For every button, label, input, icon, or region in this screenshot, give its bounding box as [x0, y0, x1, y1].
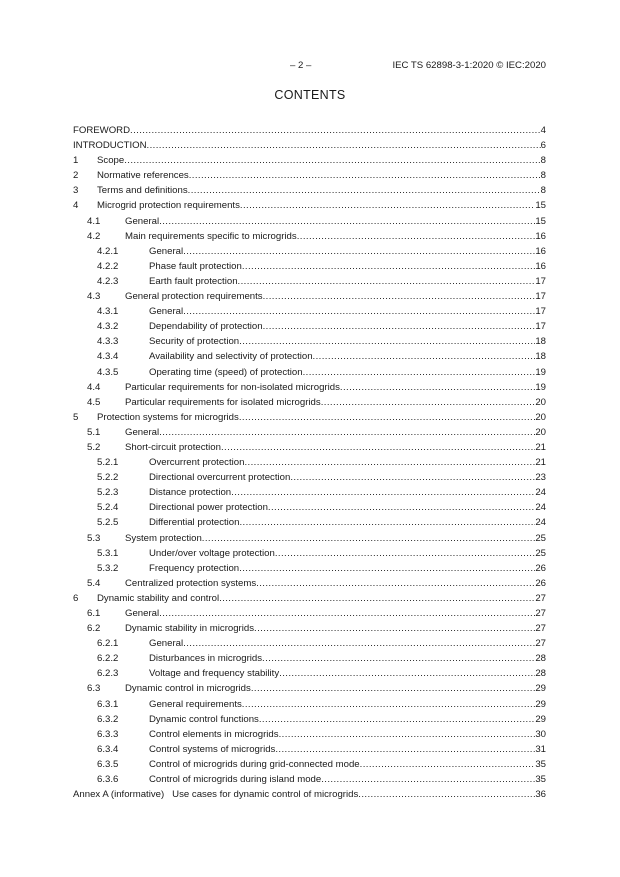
toc-entry-number: 4.4 [87, 381, 101, 393]
dot-leader [183, 636, 535, 651]
dot-leader [360, 757, 536, 772]
toc-entry-page[interactable]: 18 [535, 336, 546, 348]
toc-entry-line [125, 440, 546, 455]
toc-entry-title[interactable]: INTRODUCTION [73, 140, 147, 152]
toc-entry-line [149, 666, 546, 681]
toc-entry[interactable] [73, 576, 546, 591]
toc-entry-number: 5.2.5 [97, 517, 119, 529]
toc-entry-number: 4.2 [87, 230, 101, 242]
toc-entry-title[interactable]: Protection systems for microgrids [97, 411, 239, 423]
dot-leader [219, 591, 535, 606]
toc-entry-number: 4.2.1 [97, 245, 119, 257]
toc-entry-page[interactable]: 15 [535, 200, 546, 212]
dot-leader [189, 168, 541, 183]
toc-entry-page[interactable]: 27 [535, 638, 546, 650]
dot-leader [239, 515, 535, 530]
toc-entry-number: 6.2.1 [97, 638, 119, 650]
toc-entry-number: 5.3.2 [97, 562, 119, 574]
toc-entry-title[interactable]: Dynamic control in microgrids [125, 683, 251, 695]
toc-entry-page[interactable]: 4 [540, 125, 546, 136]
page-number: – 2 – [290, 60, 312, 71]
toc-entry-page[interactable]: 17 [535, 306, 546, 318]
toc-entry-number: 4.3.1 [97, 306, 119, 318]
toc-entry[interactable] [73, 198, 546, 213]
toc-entry-line [149, 319, 546, 334]
toc-entry[interactable] [73, 168, 546, 183]
toc-entry-number: 6.1 [87, 608, 101, 619]
toc-entry-title[interactable]: General [125, 215, 160, 227]
dot-leader [130, 123, 541, 138]
toc-entry-number: 6.3.6 [97, 774, 119, 786]
toc-entry-title[interactable]: Centralized protection systems [125, 577, 257, 589]
toc-entry[interactable] [73, 666, 546, 681]
toc-entry-title[interactable]: General protection requirements [125, 291, 263, 303]
dot-leader [159, 606, 535, 621]
toc-entry-number: 5.2.1 [97, 457, 119, 469]
toc-entry[interactable] [73, 455, 546, 470]
toc-entry-title[interactable]: Directional overcurrent protection [149, 472, 291, 484]
toc-entry-title[interactable]: Operating time (speed) of protection [149, 366, 303, 378]
document-id: IEC TS 62898-3-1:2020 © IEC:2020 [392, 60, 546, 71]
dot-leader [231, 485, 535, 500]
toc-entry-page[interactable]: 21 [535, 441, 546, 453]
toc-entry-title[interactable]: Normative references [97, 170, 189, 182]
toc-entry-title[interactable]: Frequency protection [149, 562, 240, 574]
toc-entry[interactable] [73, 123, 546, 138]
toc-entry[interactable] [73, 500, 546, 515]
toc-entry-title[interactable]: General [125, 426, 160, 438]
dot-leader [297, 229, 536, 244]
toc-entry-title[interactable]: FOREWORD [73, 125, 131, 136]
toc-entry-title[interactable]: Particular requirements for non-isolated microgrids [125, 381, 340, 393]
toc-entry-number: 6.2.2 [97, 653, 119, 665]
dot-leader [188, 183, 541, 198]
toc-entry[interactable] [73, 727, 546, 742]
toc-entry-page[interactable]: 20 [535, 411, 546, 423]
toc-entry[interactable] [73, 334, 546, 349]
toc-entry[interactable] [73, 138, 546, 153]
toc-entry-title[interactable]: Control elements in microgrids [149, 728, 279, 740]
contents-title: CONTENTS [274, 88, 346, 102]
toc-entry-page[interactable]: 15 [535, 215, 546, 227]
toc-entry-page[interactable]: 21 [535, 457, 546, 469]
toc-entry-number: 6.3.5 [97, 758, 119, 770]
toc-entry-page[interactable]: 35 [535, 758, 546, 770]
dot-leader [202, 531, 536, 546]
toc-entry-title[interactable]: Short-circuit protection [125, 441, 221, 453]
toc-entry-title[interactable]: Earth fault protection [149, 275, 238, 287]
toc-entry-title[interactable]: General [149, 245, 184, 257]
dot-leader [183, 304, 535, 319]
toc-entry-line [149, 274, 546, 289]
toc-entry-line [125, 395, 546, 410]
toc-entry-number: 4.3.4 [97, 351, 119, 363]
toc-entry[interactable] [73, 365, 546, 380]
toc-entry-line [97, 153, 546, 168]
toc-entry[interactable] [73, 681, 546, 696]
toc-entry-title[interactable]: Security of protection [149, 336, 240, 348]
toc-entry-line [149, 651, 546, 666]
dot-leader [279, 666, 535, 681]
toc-entry-page[interactable]: 24 [535, 517, 546, 529]
toc-entry-title[interactable]: General [149, 638, 184, 650]
toc-entry-number: 5.3.1 [97, 547, 119, 559]
toc-entry-line [125, 681, 546, 696]
toc-entry-number: 4.2.3 [97, 275, 119, 287]
toc-entry-number: 6.3 [87, 683, 101, 695]
dot-leader [358, 787, 535, 802]
toc-entry-title[interactable]: Control of microgrids during island mode [149, 774, 322, 786]
toc-entry-title[interactable]: Main requirements specific to microgrids [125, 230, 297, 242]
dot-leader [279, 727, 536, 742]
toc-entry-page[interactable]: 17 [535, 321, 546, 333]
toc-entry-line [97, 183, 546, 198]
toc-entry-line [97, 198, 546, 213]
toc-entry-line [149, 334, 546, 349]
toc-entry-number: 4.3.5 [97, 366, 119, 378]
toc-entry-line [149, 470, 546, 485]
toc-entry-number: 4.5 [87, 396, 101, 408]
dot-leader [159, 214, 535, 229]
toc-entry[interactable] [73, 772, 546, 787]
toc-entry-number: 6.3.4 [97, 743, 119, 755]
toc-entry-number: 5 [73, 411, 79, 423]
toc-entry-page[interactable]: 19 [535, 381, 546, 393]
toc-entry-line [149, 365, 546, 380]
toc-entry-page[interactable]: 29 [535, 713, 546, 725]
toc-entry-number: 5.2.4 [97, 502, 119, 514]
toc-entry-title[interactable]: Particular requirements for isolated microgrids [125, 396, 321, 408]
toc-entry[interactable] [73, 304, 546, 319]
toc-entry[interactable] [73, 697, 546, 712]
toc-entry-number: 4.3.2 [97, 321, 119, 333]
toc-entry-number: 4.2.2 [97, 260, 119, 272]
toc-entry-title[interactable]: Phase fault protection [149, 260, 242, 272]
toc-entry-line [149, 546, 546, 561]
toc-entry-title[interactable]: Differential protection [149, 517, 240, 529]
toc-entry-number: 4.3 [87, 291, 101, 303]
dot-leader [244, 455, 535, 470]
toc-entry[interactable] [73, 183, 546, 198]
dot-leader [263, 289, 536, 304]
toc-entry[interactable] [73, 621, 546, 636]
toc-entry-line [125, 380, 546, 395]
dot-leader [238, 274, 536, 289]
toc-entry[interactable] [73, 591, 546, 606]
toc-entry[interactable] [73, 410, 546, 425]
toc-entry-line [149, 772, 546, 787]
toc-entry-line [125, 606, 546, 621]
toc-entry-title[interactable]: General [125, 608, 160, 619]
dot-leader [275, 546, 535, 561]
page-header [0, 60, 620, 74]
toc-entry-line [149, 727, 546, 742]
toc-entry-number: 4.3.3 [97, 336, 119, 348]
toc-entry-line [73, 123, 546, 138]
toc-entry-title[interactable]: Dynamic control functions [149, 713, 259, 725]
toc-entry[interactable] [73, 515, 546, 530]
toc-entry-title[interactable]: Terms and definitions [97, 185, 188, 197]
toc-entry-number: 4 [73, 200, 79, 212]
toc-entry-line [125, 425, 546, 440]
dot-leader [263, 319, 536, 334]
toc-entry-number: 2 [73, 170, 79, 182]
toc-entry-line [149, 757, 546, 772]
toc-entry[interactable] [73, 229, 546, 244]
toc-entry-page[interactable]: 16 [535, 260, 546, 272]
dot-leader [239, 334, 535, 349]
toc-entry-page[interactable]: 17 [535, 291, 546, 303]
toc-entry-number: 6 [73, 592, 79, 604]
dot-leader [240, 198, 535, 213]
toc-entry-title[interactable]: General [149, 306, 184, 318]
toc-entry-line [125, 289, 546, 304]
toc-entry-title[interactable]: General requirements [149, 698, 242, 710]
toc-entry-line [149, 742, 546, 757]
toc-entry-number: 6.2 [87, 623, 101, 635]
dot-leader [290, 470, 535, 485]
toc-entry-line [125, 531, 546, 546]
toc-entry-line [125, 229, 546, 244]
toc-entry-page[interactable]: 25 [535, 547, 546, 559]
toc-entry-line [125, 576, 546, 591]
toc-entry-line [97, 591, 546, 606]
dot-leader [221, 440, 535, 455]
toc-entry-title[interactable]: System protection [125, 532, 202, 544]
toc-entry-line [125, 621, 546, 636]
toc-entry-line [149, 561, 546, 576]
toc-entry-line [149, 349, 546, 364]
toc-entry[interactable] [73, 380, 546, 395]
toc-entry-title[interactable]: Control systems of microgrids [149, 743, 276, 755]
toc-entry-page[interactable]: 27 [535, 608, 546, 619]
toc-entry-page[interactable]: 26 [535, 562, 546, 574]
toc-entry-number: 4.1 [87, 215, 101, 227]
dot-leader [147, 138, 541, 153]
toc-entry[interactable] [73, 531, 546, 546]
toc-entry[interactable] [73, 470, 546, 485]
toc-entry-page[interactable]: 30 [535, 728, 546, 740]
toc-entry-line [149, 515, 546, 530]
toc-entry-page[interactable]: 20 [535, 396, 546, 408]
toc-entry-line [97, 410, 546, 425]
toc-entry[interactable] [73, 214, 546, 229]
toc-entry-page[interactable]: 27 [535, 623, 546, 635]
toc-entry[interactable] [73, 485, 546, 500]
dot-leader [313, 349, 536, 364]
toc-entry-page[interactable]: 35 [535, 774, 546, 786]
toc-entry-page[interactable]: 6 [540, 140, 546, 152]
toc-entry[interactable] [73, 153, 546, 168]
dot-leader [275, 742, 535, 757]
toc-entry-page[interactable]: 29 [535, 698, 546, 710]
toc-entry-number: 1 [73, 155, 79, 167]
dot-leader [242, 697, 536, 712]
dot-leader [321, 772, 535, 787]
toc-entry-page[interactable]: 8 [540, 170, 546, 182]
toc-entry-line [149, 697, 546, 712]
table-of-contents [73, 123, 546, 802]
dot-leader [268, 500, 535, 515]
toc-entry-page[interactable]: 26 [535, 577, 546, 589]
toc-entry[interactable] [73, 425, 546, 440]
toc-entry-line [73, 138, 546, 153]
toc-entry-title[interactable]: Annex A (informative) Use cases for dynamic control of microgrids [73, 789, 359, 801]
toc-entry-title[interactable]: Directional power protection [149, 502, 268, 514]
toc-entry[interactable] [73, 636, 546, 651]
toc-entry-number: 5.2.2 [97, 472, 119, 484]
toc-entry-page[interactable]: 29 [535, 683, 546, 695]
dot-leader [256, 576, 535, 591]
toc-entry-page[interactable]: 24 [535, 487, 546, 499]
dot-leader [303, 365, 536, 380]
toc-entry-line [149, 500, 546, 515]
toc-entry-number: 5.1 [87, 426, 101, 438]
dot-leader [239, 410, 536, 425]
toc-entry[interactable] [73, 742, 546, 757]
toc-entry-number: 6.3.3 [97, 728, 119, 740]
toc-entry[interactable] [73, 349, 546, 364]
toc-entry-page[interactable]: 24 [535, 502, 546, 514]
toc-entry-title[interactable]: Availability and selectivity of protection [149, 351, 313, 363]
dot-leader [124, 153, 540, 168]
toc-entry-page[interactable]: 19 [535, 366, 546, 378]
toc-entry-title[interactable]: Control of microgrids during grid-connected mode [149, 758, 360, 770]
toc-entry-title[interactable]: Distance protection [149, 487, 232, 499]
dot-leader [340, 380, 535, 395]
toc-entry-page[interactable]: 20 [535, 426, 546, 438]
toc-entry-line [149, 259, 546, 274]
toc-entry-line [149, 712, 546, 727]
toc-entry[interactable] [73, 712, 546, 727]
toc-entry-page[interactable]: 36 [535, 789, 546, 801]
toc-entry-page[interactable]: 8 [540, 155, 546, 167]
dot-leader [321, 395, 536, 410]
toc-entry-line [149, 485, 546, 500]
dot-leader [251, 681, 536, 696]
toc-entry-page[interactable]: 28 [535, 653, 546, 665]
dot-leader [242, 259, 536, 274]
toc-entry[interactable] [73, 757, 546, 772]
toc-entry-line [125, 214, 546, 229]
dot-leader [183, 244, 535, 259]
toc-entry-line [149, 304, 546, 319]
toc-entry[interactable] [73, 606, 546, 621]
toc-entry-line [149, 636, 546, 651]
toc-entry-page[interactable]: 27 [535, 592, 546, 604]
toc-entry-number: 6.2.3 [97, 668, 119, 680]
dot-leader [254, 621, 535, 636]
toc-entry-number: 5.4 [87, 577, 101, 589]
dot-leader [259, 712, 535, 727]
toc-entry[interactable] [73, 546, 546, 561]
toc-entry[interactable] [73, 651, 546, 666]
toc-entry-title[interactable]: Dependability of protection [149, 321, 263, 333]
toc-entry[interactable] [73, 289, 546, 304]
toc-entry-page[interactable]: 31 [535, 743, 546, 755]
toc-entry-title[interactable]: Under/over voltage protection [149, 547, 275, 559]
toc-entry[interactable] [73, 259, 546, 274]
toc-entry-number: 6.3.2 [97, 713, 119, 725]
toc-entry-number: 5.3 [87, 532, 101, 544]
toc-entry[interactable] [73, 244, 546, 259]
toc-entry-title[interactable]: Disturbances in microgrids [149, 653, 263, 665]
toc-entry-number: 5.2 [87, 441, 101, 453]
dot-leader [159, 425, 535, 440]
toc-entry[interactable] [73, 787, 546, 802]
toc-entry-line [97, 168, 546, 183]
toc-entry[interactable] [73, 561, 546, 576]
toc-entry-title[interactable]: Dynamic stability in microgrids [125, 623, 255, 635]
toc-entry-line [149, 244, 546, 259]
toc-entry-page[interactable]: 23 [535, 472, 546, 484]
toc-entry-line [73, 787, 546, 802]
toc-entry[interactable] [73, 319, 546, 334]
toc-entry[interactable] [73, 395, 546, 410]
toc-entry-title[interactable]: Scope [97, 155, 125, 167]
toc-entry-page[interactable]: 18 [535, 351, 546, 363]
toc-entry[interactable] [73, 440, 546, 455]
toc-entry-title[interactable]: Voltage and frequency stability [149, 668, 280, 680]
toc-entry-page[interactable]: 28 [535, 668, 546, 680]
toc-entry-page[interactable]: 8 [540, 185, 546, 197]
toc-entry-line [149, 455, 546, 470]
toc-entry-number: 6.3.1 [97, 698, 119, 710]
toc-entry-page[interactable]: 25 [535, 532, 546, 544]
dot-leader [239, 561, 535, 576]
toc-entry[interactable] [73, 274, 546, 289]
toc-entry-number: 3 [73, 185, 79, 197]
toc-entry-page[interactable]: 17 [535, 275, 546, 287]
dot-leader [262, 651, 535, 666]
toc-entry-title[interactable]: Overcurrent protection [149, 457, 245, 469]
toc-entry-title[interactable]: Dynamic stability and control [97, 592, 220, 604]
toc-entry-page[interactable]: 16 [535, 230, 546, 242]
toc-entry-number: 5.2.3 [97, 487, 119, 499]
toc-entry-title[interactable]: Microgrid protection requirements [97, 200, 240, 212]
toc-entry-page[interactable]: 16 [535, 245, 546, 257]
